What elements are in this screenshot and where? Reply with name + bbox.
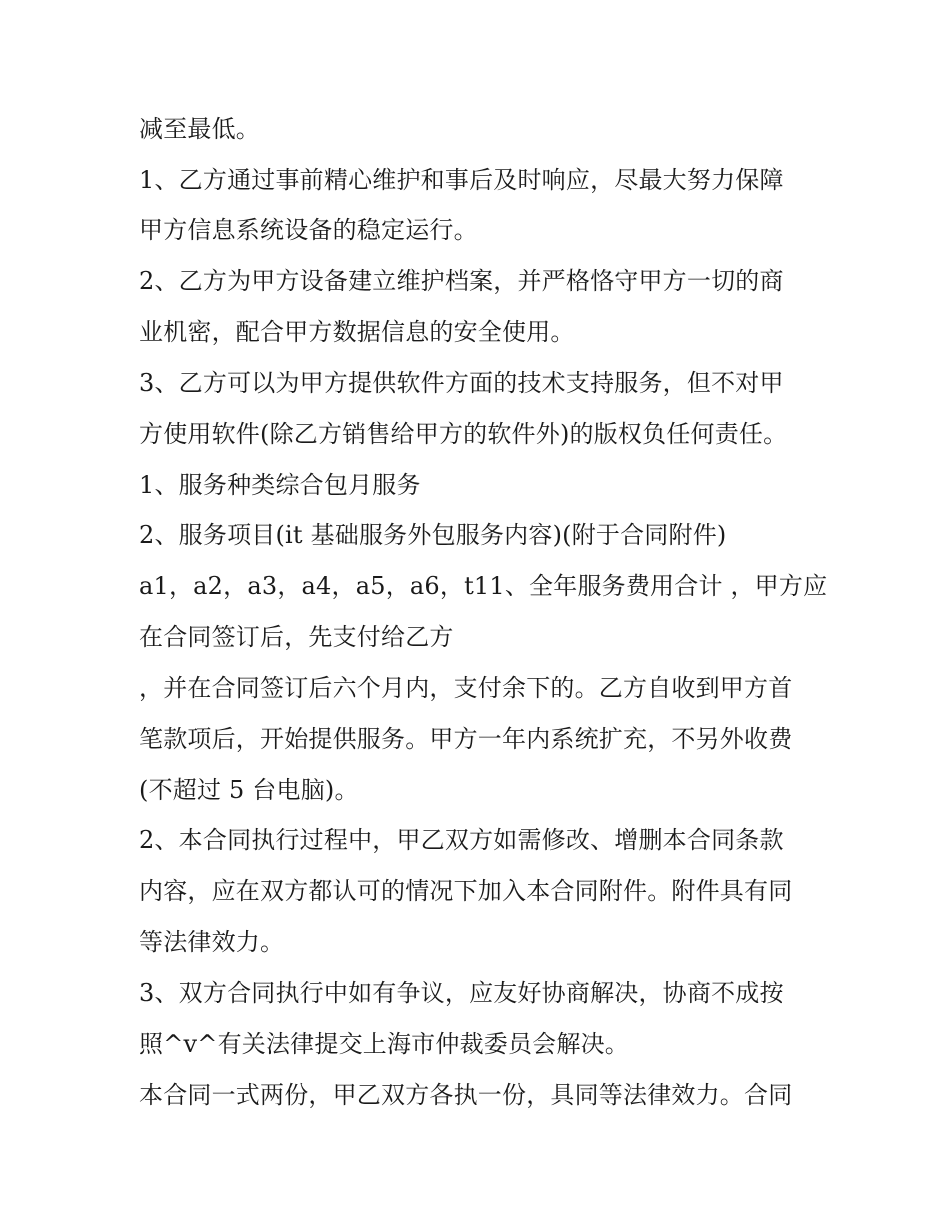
text-line: 等法律效力。 <box>139 928 285 956</box>
text-line: 3、乙方可以为甲方提供软件方面的技术支持服务，但不对甲 <box>139 369 784 397</box>
text-line: (不超过 5 台电脑)。 <box>139 776 359 804</box>
text-line: 2、服务项目(it 基础服务外包服务内容)(附于合同附件) <box>139 521 727 549</box>
text-line: ，并在合同签订后六个月内，支付余下的。乙方自收到甲方首 <box>139 674 793 702</box>
text-line: 本合同一式两份，甲乙双方各执一份，具同等法律效力。合同 <box>139 1081 793 1109</box>
text-line: a1，a2，a3，a4，a5，a6，t11、全年服务费用合计 ，甲方应 <box>139 572 828 600</box>
text-line: 减至最低。 <box>139 115 260 143</box>
text-line: 2、本合同执行过程中，甲乙双方如需修改、增删本合同条款 <box>139 826 784 854</box>
text-line: 方使用软件(除乙方销售给甲方的软件外)的版权负任何责任。 <box>139 420 788 448</box>
text-line: 笔款项后，开始提供服务。甲方一年内系统扩充，不另外收费 <box>139 725 793 753</box>
text-line: 在合同签订后，先支付给乙方 <box>139 623 454 651</box>
text-line: 照^v^有关法律提交上海市仲裁委员会解决。 <box>139 1030 629 1058</box>
text-line: 3、双方合同执行中如有争议，应友好协商解决，协商不成按 <box>139 979 784 1007</box>
text-line: 内容，应在双方都认可的情况下加入本合同附件。附件具有同 <box>139 877 793 905</box>
text-line: 1、服务种类综合包月服务 <box>139 471 421 499</box>
text-line: 业机密，配合甲方数据信息的安全使用。 <box>139 318 575 346</box>
text-line: 2、乙方为甲方设备建立维护档案，并严格恪守甲方一切的商 <box>139 267 784 295</box>
text-line: 1、乙方通过事前精心维护和事后及时响应，尽最大努力保障 <box>139 166 784 194</box>
text-line: 甲方信息系统设备的稳定运行。 <box>139 216 478 244</box>
